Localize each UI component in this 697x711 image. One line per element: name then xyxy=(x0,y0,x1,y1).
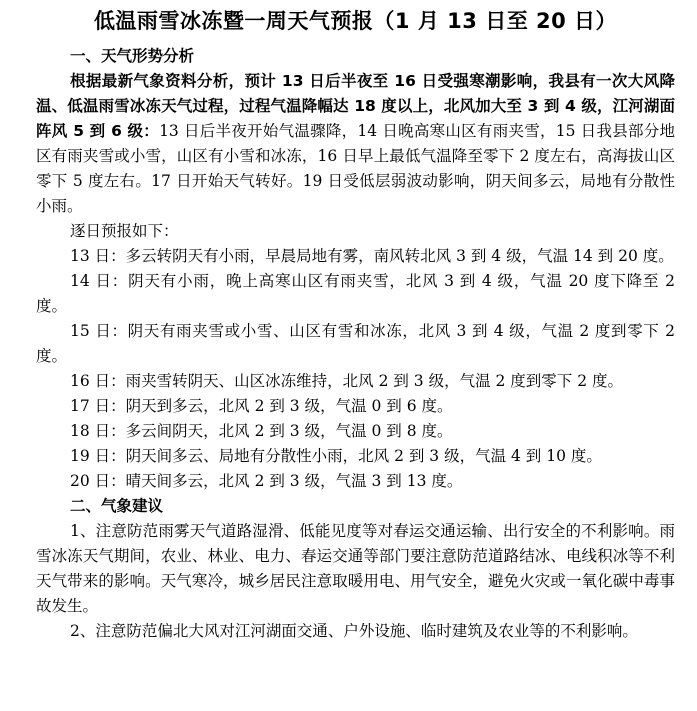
daily-forecast-20: 20 日：晴天间多云，北风 2 到 3 级，气温 3 到 13 度。 xyxy=(70,472,463,490)
analysis-paragraph xyxy=(36,69,675,219)
advice-item-1: 1、注意防范雨雾天气道路湿滑、低能见度等对春运交通运输、出行安全的不利影响。雨雪冰冻天气期间，农业、林业、电力、春运交通等部门要注意防范道路结冰、电线积冰等不利天气带来的影响。天气寒冷，城乡居民注意取暖用电、用气安全，避免火灾或一氧化碳中毒事故发生。 xyxy=(36,522,675,615)
section-heading-advice: 二、气象建议 xyxy=(70,497,164,515)
advice-item-2: 2、注意防范偏北大风对江河湖面交通、户外设施、临时建筑及农业等的不利影响。 xyxy=(70,622,638,640)
section-heading-weather-analysis: 一、天气形势分析 xyxy=(70,47,195,65)
analysis-lead-body: 13 日后半夜开始气温骤降，14 日晚高寒山区有雨夹雪，15 日我县部分地区有雨夹雪或小雪，山区有小雪和冰冻，16 日早上最低气温降至零下 2 度左右，高海拔山区零下 5 度左右。17 日开始天气转好。19 日受低层弱波动影响，阴天间多云，局地有分散性小雨。 xyxy=(36,122,676,215)
analysis-lead-bold: 根据最新气象资料分析，预计 13 日后半夜至 16 日受强寒潮影响，我县有一次大风降温、低温雨雪冰冻天气过程，过程气温降幅达 18 度以上，北风加大至 3 到 4 级，江河湖面阵风 5 到 6 级： xyxy=(36,72,675,140)
daily-forecast-13: 13 日：多云转阴天有小雨，早晨局地有雾，南风转北风 3 到 4 级，气温 14 到 20 度。 xyxy=(70,247,674,265)
daily-forecast-16: 16 日：雨夹雪转阴天、山区冰冻维持，北风 2 到 3 级，气温 2 度到零下 2 度。 xyxy=(70,372,624,390)
daily-forecast-17: 17 日：阴天到多云，北风 2 到 3 级，气温 0 到 6 度。 xyxy=(70,397,453,415)
daily-forecast-intro: 逐日预报如下： xyxy=(70,222,179,240)
daily-forecast-18: 18 日：多云间阴天，北风 2 到 3 级，气温 0 到 8 度。 xyxy=(70,422,453,440)
daily-forecast-14: 14 日：阴天有小雨，晚上高寒山区有雨夹雪，北风 3 到 4 级，气温 20 度下降至 2 度。 xyxy=(36,272,675,315)
page-title: 低温雨雪冰冻暨一周天气预报（1 月 13 日至 20 日） xyxy=(93,9,618,33)
daily-forecast-19: 19 日：阴天间多云、局地有分散性小雨，北风 2 到 3 级，气温 4 到 10 度。 xyxy=(70,447,602,465)
daily-forecast-15: 15 日：阴天有雨夹雪或小雪、山区有雪和冰冻，北风 3 到 4 级，气温 2 度到零下 2 度。 xyxy=(36,322,675,365)
